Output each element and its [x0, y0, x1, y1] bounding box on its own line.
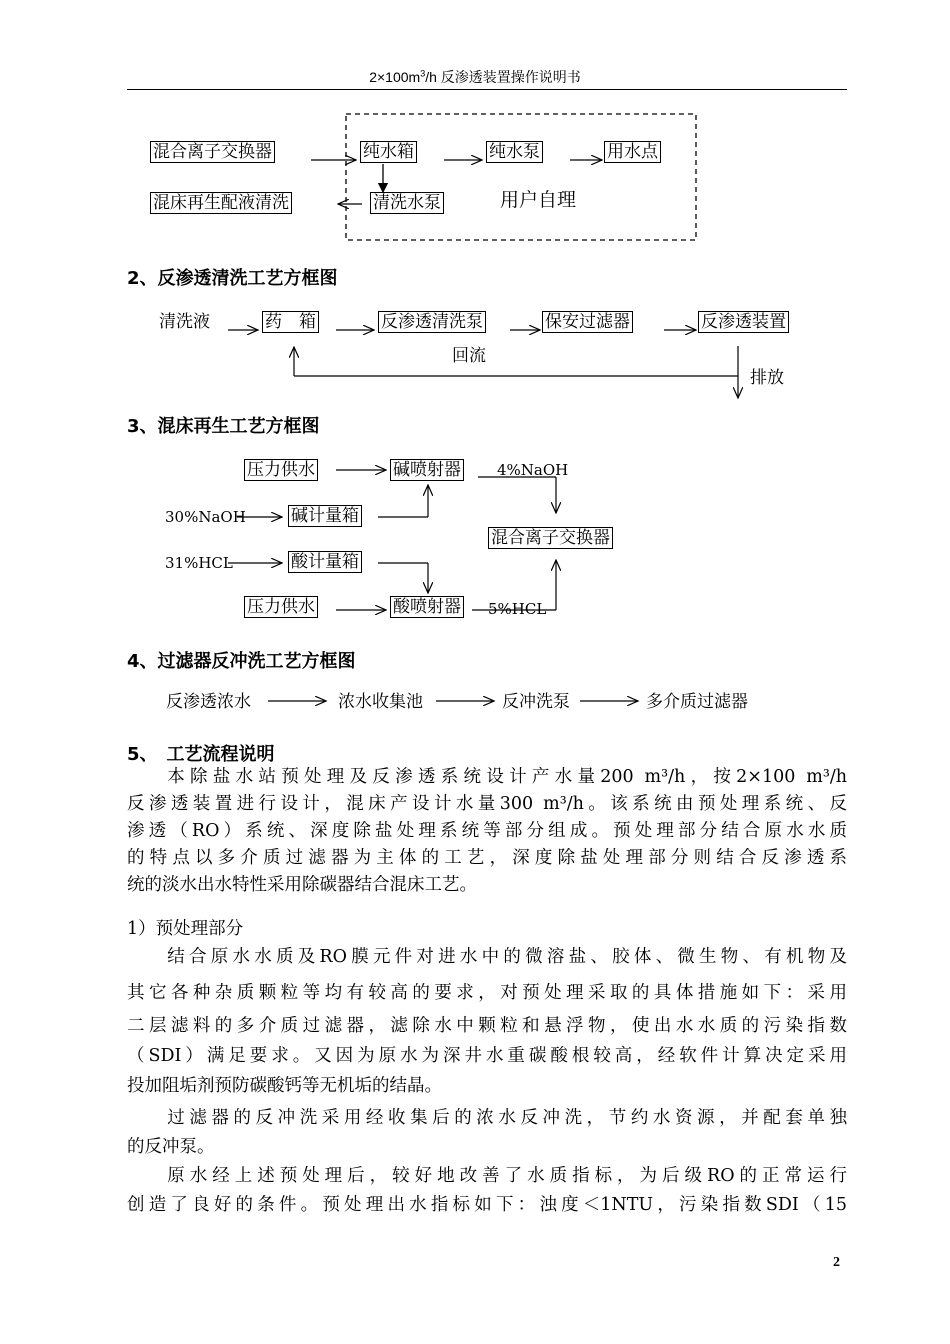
paragraph-line: 投加阻垢剂预防碳酸钙等无机垢的结晶。 — [127, 1076, 442, 1096]
paragraph-line: 的反冲泵。 — [127, 1137, 215, 1157]
label-concentrate-pool: 浓水收集池 — [338, 692, 423, 712]
box-pure-water-pump: 纯水泵 — [486, 141, 543, 163]
label-ro-concentrate: 反渗透浓水 — [166, 692, 251, 712]
paragraph-line: 反渗透装置进行设计，混床产设计水量300 m³/h。该系统由预处理系统、反 — [127, 794, 847, 814]
label-hcl-5: 5%HCL — [488, 600, 547, 618]
page-number: 2 — [833, 1255, 840, 1270]
box-mixed-bed-regen-cleaning: 混床再生配液清洗 — [150, 192, 292, 214]
box-ro-device: 反渗透装置 — [698, 311, 789, 333]
box-ro-cleaning-pump: 反渗透清洗泵 — [378, 311, 486, 333]
label-user-managed: 用户自理 — [500, 189, 577, 211]
box-cleaning-water-pump: 清洗水泵 — [370, 192, 444, 214]
box-mixed-ion-exchanger: 混合离子交换器 — [150, 141, 275, 163]
label-cleaning-liquid: 清洗液 — [159, 312, 210, 332]
paragraph-line: 其它各种杂质颗粒等均有较高的要求，对预处理采取的具体措施如下：采用 — [127, 983, 847, 1003]
paragraph-line: 统的淡水出水特性采用除碳器结合混床工艺。 — [127, 875, 477, 895]
label-backwash-pump: 反冲洗泵 — [502, 692, 570, 712]
paragraph-line: 原水经上述预处理后，较好地改善了水质指标，为后级RO的正常运行 — [167, 1166, 847, 1186]
paragraph-line: 创造了良好的条件。预处理出水指标如下：浊度＜1NTU，污染指数SDI（15 — [127, 1195, 847, 1215]
box-pressure-water-acid: 压力供水 — [244, 596, 318, 618]
box-acid-ejector: 酸喷射器 — [390, 596, 464, 618]
box-acid-metering-tank: 酸计量箱 — [288, 551, 362, 573]
user-managed-dashed-region — [346, 114, 696, 240]
subheading-pretreatment: 1）预处理部分 — [127, 919, 244, 939]
heading-filter-backwash-flow: 4、过滤器反冲洗工艺方框图 — [127, 651, 356, 672]
paragraph-line: 二层滤料的多介质过滤器，滤除水中颗粒和悬浮物，使出水水质的污染指数 — [127, 1016, 847, 1036]
paragraph-line: （SDI）满足要求。又因为原水为深井水重碳酸根较高，经软件计算决定采用 — [127, 1046, 847, 1066]
page-header-title: $2\times 100m^3/h$ 反渗透装置操作说明书 — [369, 68, 581, 85]
heading-ro-cleaning-flow: 2、反渗透清洗工艺方框图 — [127, 268, 338, 289]
box-chemical-tank: 药 箱 — [262, 311, 319, 333]
paragraph-line: 本除盐水站预处理及反渗透系统设计产水量200 m³/h，按2×100 m³/h — [167, 767, 847, 787]
box-pressure-water-alkali: 压力供水 — [244, 459, 318, 481]
heading-process-description: 5、 工艺流程说明 — [127, 744, 275, 765]
label-naoh-4: 4%NaOH — [497, 461, 569, 479]
paragraph-line: 的特点以多介质过滤器为主体的工艺，深度除盐处理部分则结合反渗透系 — [127, 848, 847, 868]
paragraph-line: 过滤器的反冲洗采用经收集后的浓水反冲洗，节约水资源，并配套单独 — [167, 1108, 847, 1128]
box-pure-water-tank: 纯水箱 — [360, 141, 417, 163]
box-alkali-metering-tank: 碱计量箱 — [288, 505, 362, 527]
paragraph-line: 渗透（RO）系统、深度除盐处理系统等部分组成。预处理部分结合原水水质 — [127, 821, 847, 841]
paragraph-line: 结合原水水质及RO膜元件对进水中的微溶盐、胶体、微生物、有机物及 — [167, 947, 847, 967]
box-mixed-ion-exchanger-regen: 混合离子交换器 — [488, 527, 613, 549]
label-hcl-31: 31%HCL — [165, 554, 233, 572]
heading-mixed-bed-regen-flow: 3、混床再生工艺方框图 — [127, 416, 320, 437]
box-security-filter: 保安过滤器 — [542, 311, 633, 333]
box-water-use-point: 用水点 — [604, 141, 661, 163]
box-alkali-ejector: 碱喷射器 — [390, 459, 464, 481]
label-multimedia-filter: 多介质过滤器 — [646, 692, 748, 712]
label-naoh-30: 30%NaOH — [165, 508, 246, 526]
label-reflux: 回流 — [452, 346, 486, 366]
label-discharge: 排放 — [750, 368, 784, 388]
